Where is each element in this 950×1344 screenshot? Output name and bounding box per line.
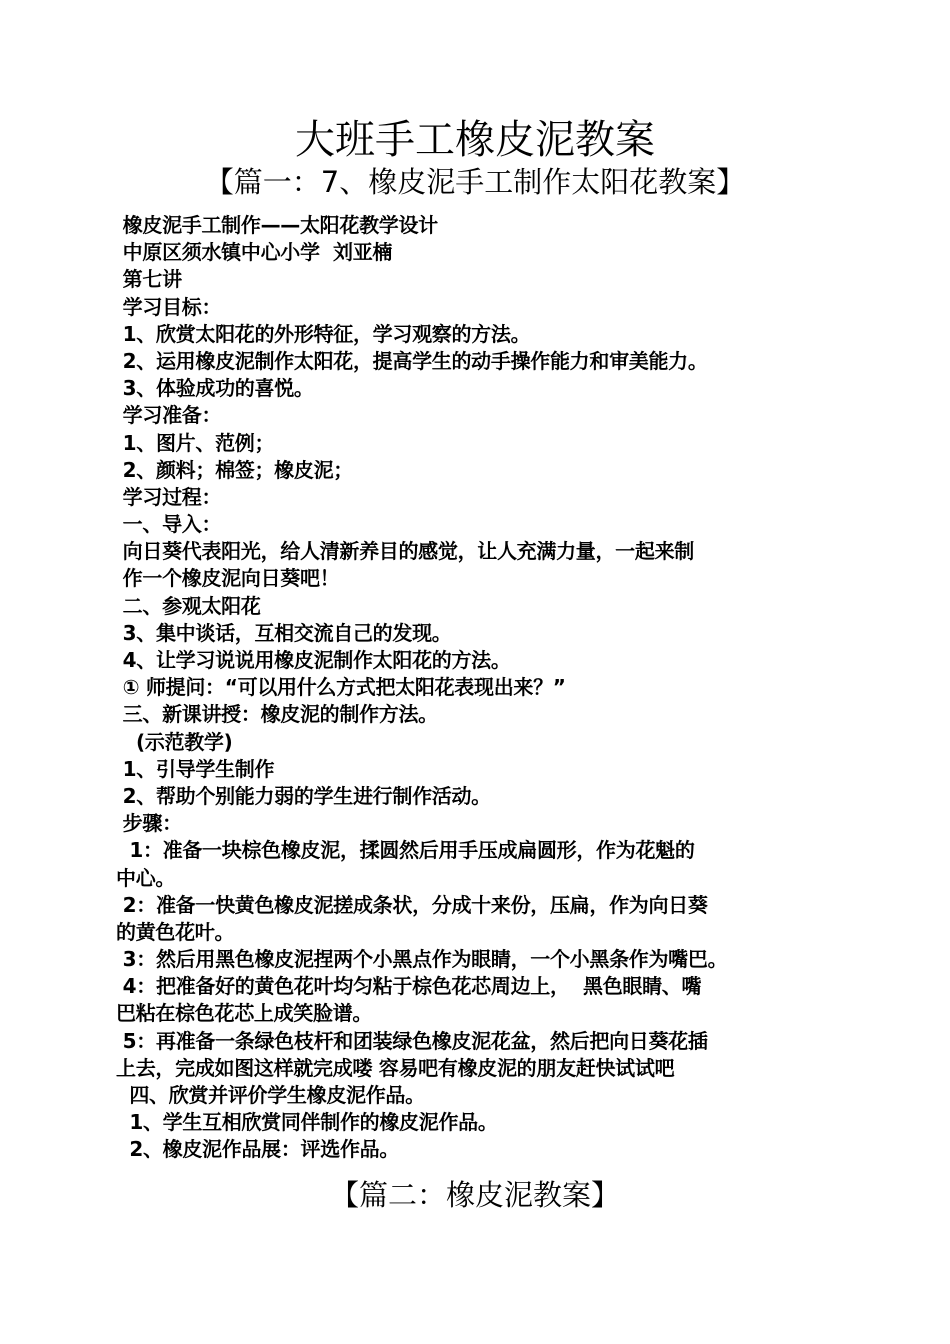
text-line: 中原区须水镇中心小学 刘亚楠: [116, 240, 393, 265]
text-line: 的黄色花叶。: [116, 919, 235, 944]
text-line: 中心。: [116, 865, 176, 890]
text-line: 步骤：: [116, 811, 182, 836]
text-line: 2、颜料；棉签；橡皮泥；: [116, 457, 353, 482]
text-line: 4：把准备好的黄色花叶均匀粘于棕色花芯周边上， 黑色眼睛、嘴: [116, 974, 702, 999]
text-line: 作一个橡皮泥向日葵吧！: [116, 566, 340, 591]
text-line: 学习准备：: [116, 403, 222, 428]
text-line: (示范教学): [116, 729, 233, 754]
text-line: ① 师提问：“可以用什么方式把太阳花表现出来？”: [116, 675, 566, 700]
text-line: 2、帮助个别能力弱的学生进行制作活动。: [116, 783, 491, 808]
text-line: 学习过程：: [116, 484, 222, 509]
text-line: 四、欣赏并评价学生橡皮泥作品。: [116, 1083, 425, 1107]
text-line: 3：然后用黑色橡皮泥捏两个小黑点作为眼睛，一个小黑条作为嘴巴。: [116, 947, 728, 972]
text-line: 4、让学习说说用橡皮泥制作太阳花的方法。: [116, 648, 511, 672]
text-line: 学习目标：: [116, 294, 222, 319]
text-line: 上去，完成如图这样就完成喽 容易吧有橡皮泥的朋友赶快试试吧: [116, 1055, 675, 1080]
text-line: 二、参观太阳花: [116, 593, 261, 618]
text-line: 向日葵代表阳光，给人清新养目的感觉，让人充满力量，一起来制: [116, 539, 694, 564]
text-line: 三、新课讲授：橡皮泥的制作方法。: [116, 702, 438, 727]
lesson-plan-body: [116, 212, 836, 1164]
text-line: 2：准备一快黄色橡皮泥搓成条状，分成十来份，压扁，作为向日葵: [116, 892, 708, 917]
text-line: 2、运用橡皮泥制作太阳花，提高学生的动手操作能力和审美能力。: [116, 348, 708, 373]
section-1-heading: 【篇一：7、橡皮泥手工制作太阳花教案】: [204, 165, 746, 199]
text-line: 3、体验成功的喜悦。: [116, 376, 314, 401]
section-2-heading: 【篇二：橡皮泥教案】: [329, 1178, 620, 1212]
text-line: 5：再准备一条绿色枝杆和团装绿色橡皮泥花盆，然后把向日葵花插: [116, 1028, 708, 1053]
document-title: 大班手工橡皮泥教案: [295, 117, 655, 163]
text-line: 1、欣赏太阳花的外形特征，学习观察的方法。: [116, 321, 531, 346]
text-line: 2、橡皮泥作品展：评选作品。: [116, 1137, 400, 1162]
text-line: 巴粘在棕色花芯上成笑脸谱。: [116, 1001, 373, 1026]
text-line: 1、引导学生制作: [116, 756, 275, 781]
text-line: 3、集中谈话，互相交流自己的发现。: [116, 620, 452, 645]
text-line: 橡皮泥手工制作——太阳花教学设计: [116, 213, 438, 237]
text-line: 第七讲: [116, 267, 182, 292]
text-line: 一、导入：: [116, 512, 222, 537]
text-line: 1、图片、范例；: [116, 430, 275, 455]
text-line: 1、学生互相欣赏同伴制作的橡皮泥作品。: [116, 1110, 498, 1135]
text-line: 1：准备一块棕色橡皮泥，揉圆然后用手压成扁圆形，作为花魁的: [116, 838, 695, 863]
